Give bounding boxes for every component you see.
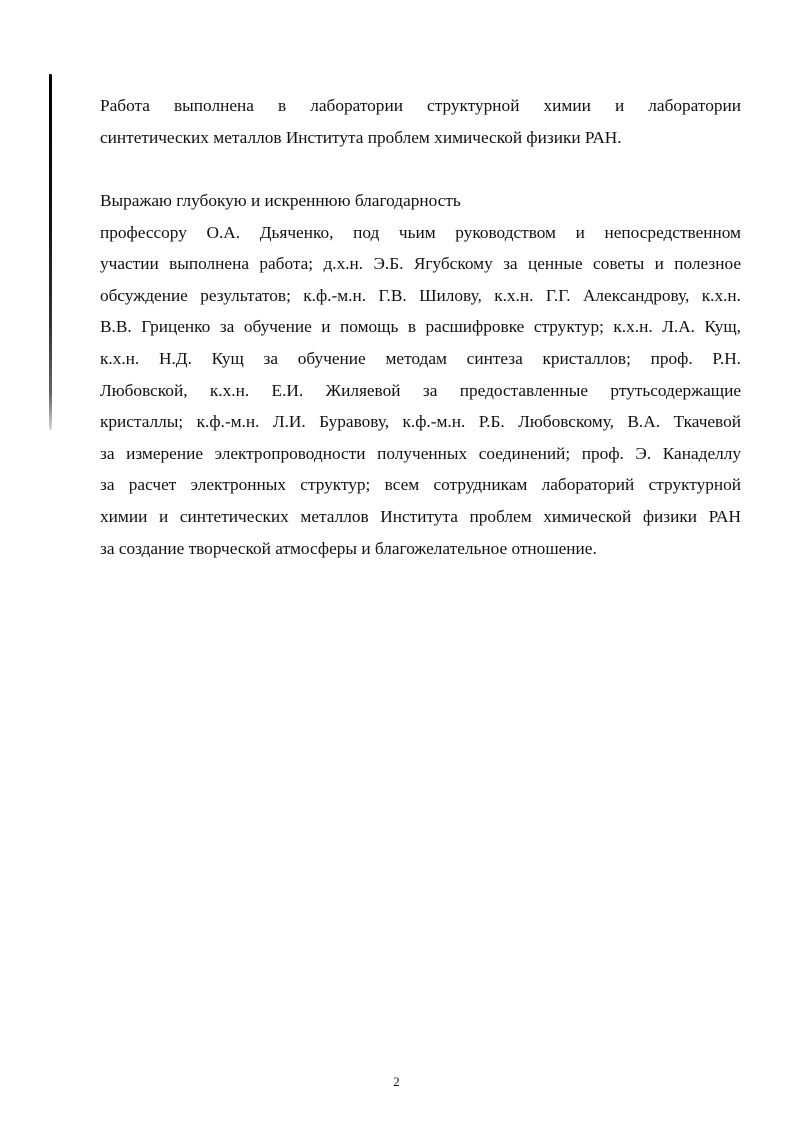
- paragraph-lab-statement: [100, 90, 741, 153]
- page-number: 2: [393, 1074, 400, 1089]
- acknowledgement-heading: Выражаю глубокую и искреннюю благодарность: [100, 191, 461, 210]
- text-line: за измерение электропроводности полученных соединений; проф. Э. Канаделлу: [100, 443, 741, 463]
- text-line: обсуждение результатов; к.ф.-м.н. Г.В. Шилову, к.х.н. Г.Г. Александрову, к.х.н.: [100, 285, 741, 305]
- text-line: участии выполнена работа; д.х.н. Э.Б. Ягубскому за ценные советы и полезное: [100, 254, 741, 274]
- text-line: профессору О.А. Дьяченко, под чьим руководством и непосредственном: [100, 222, 741, 242]
- scan-edge-mark: [49, 74, 52, 430]
- paragraph-acknowledgements: [100, 185, 741, 564]
- text-line: Работа выполнена в лаборатории структурной химии и лаборатории: [100, 96, 741, 115]
- text-line: кристаллы; к.ф.-м.н. Л.И. Буравову, к.ф.-м.н. Р.Б. Любовскому, В.А. Ткачевой: [100, 412, 741, 432]
- text-line: за создание творческой атмосферы и благожелательное отношение.: [100, 538, 597, 558]
- text-line: химии и синтетических металлов Института проблем химической физики РАН: [100, 506, 741, 526]
- text-line: за расчет электронных структур; всем сотрудникам лабораторий структурной: [100, 475, 741, 495]
- text-line: синтетических металлов Института проблем химической физики РАН.: [100, 127, 622, 147]
- text-line: к.х.н. Н.Д. Кущ за обучение методам синтеза кристаллов; проф. Р.Н.: [100, 348, 741, 368]
- text-line: В.В. Гриценко за обучение и помощь в расшифровке структур; к.х.н. Л.А. Кущ,: [100, 317, 741, 337]
- text-line: Любовской, к.х.н. Е.И. Жиляевой за предоставленные ртутьсодержащие: [100, 380, 741, 400]
